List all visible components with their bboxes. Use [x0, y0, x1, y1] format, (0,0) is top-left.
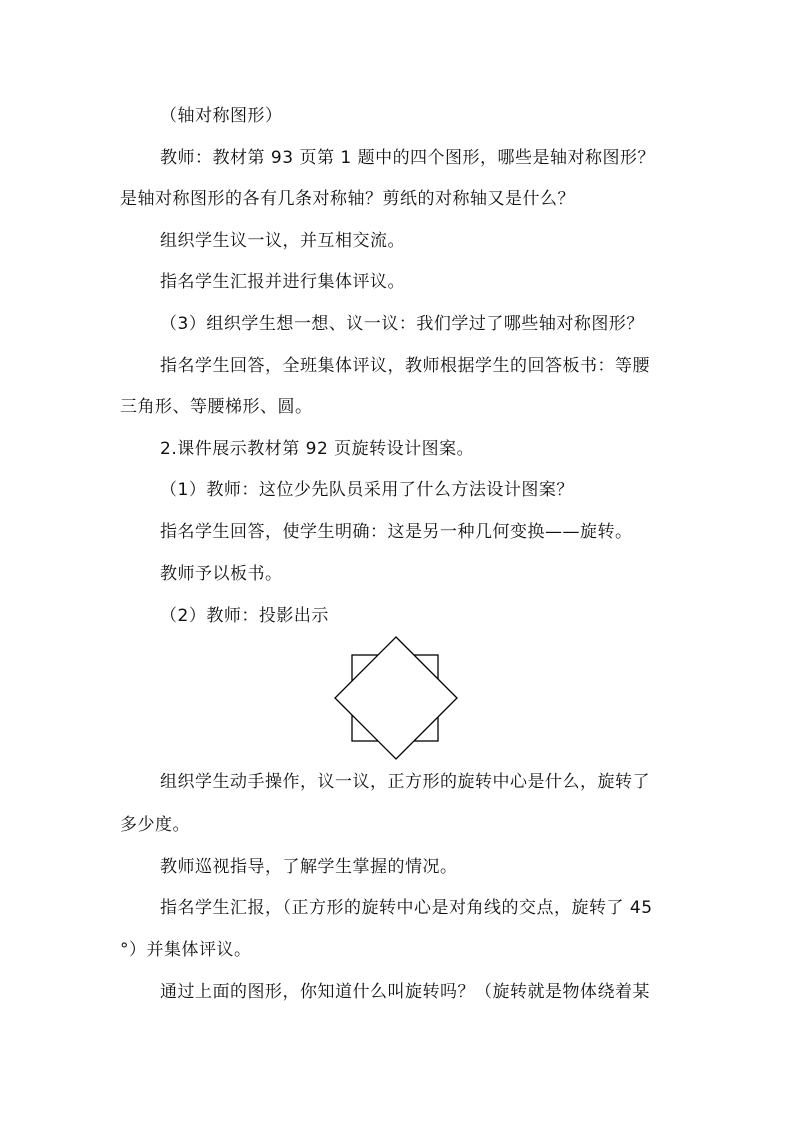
text-line: （1）教师：这位少先队员采用了什么方法设计图案？ — [160, 480, 574, 500]
text-line: （3）组织学生想一想、议一议：我们学过了哪些轴对称图形？ — [160, 314, 644, 334]
text-line: 2.课件展示教材第 92 页旋转设计图案。 — [160, 439, 475, 459]
text-line: 三角形、等腰梯形、圆。 — [120, 397, 313, 417]
text-line: 教师巡视指导，了解学生掌握的情况。 — [160, 857, 458, 877]
text-line: 指名学生回答，全班集体评议，教师根据学生的回答板书：等腰 — [160, 356, 650, 376]
text-line: （2）教师：投影出示 — [160, 606, 329, 626]
text-line: 教师：教材第 93 页第 1 题中的四个图形，哪些是轴对称图形？ — [160, 148, 656, 168]
text-line: 组织学生议一议，并互相交流。 — [160, 231, 405, 251]
text-line: 多少度。 — [120, 815, 190, 835]
text-line: 指名学生回答，使学生明确：这是另一种几何变换——旋转。 — [160, 522, 633, 542]
text-line: 是轴对称图形的各有几条对称轴？剪纸的对称轴又是什么？ — [120, 189, 575, 209]
text-line: 组织学生动手操作，议一议，正方形的旋转中心是什么，旋转了 — [160, 772, 650, 792]
text-line: 教师予以板书。 — [160, 564, 283, 584]
text-line: 指名学生汇报，（正方形的旋转中心是对角线的交点，旋转了 45 — [160, 898, 653, 918]
text-line: 通过上面的图形，你知道什么叫旋转吗？（旋转就是物体绕着某 — [160, 982, 650, 1002]
text-line: （轴对称图形） — [160, 106, 283, 126]
text-line: 指名学生汇报并进行集体评议。 — [160, 272, 405, 292]
rotated-square-figure — [332, 634, 460, 762]
text-line: °）并集体评议。 — [120, 940, 252, 960]
